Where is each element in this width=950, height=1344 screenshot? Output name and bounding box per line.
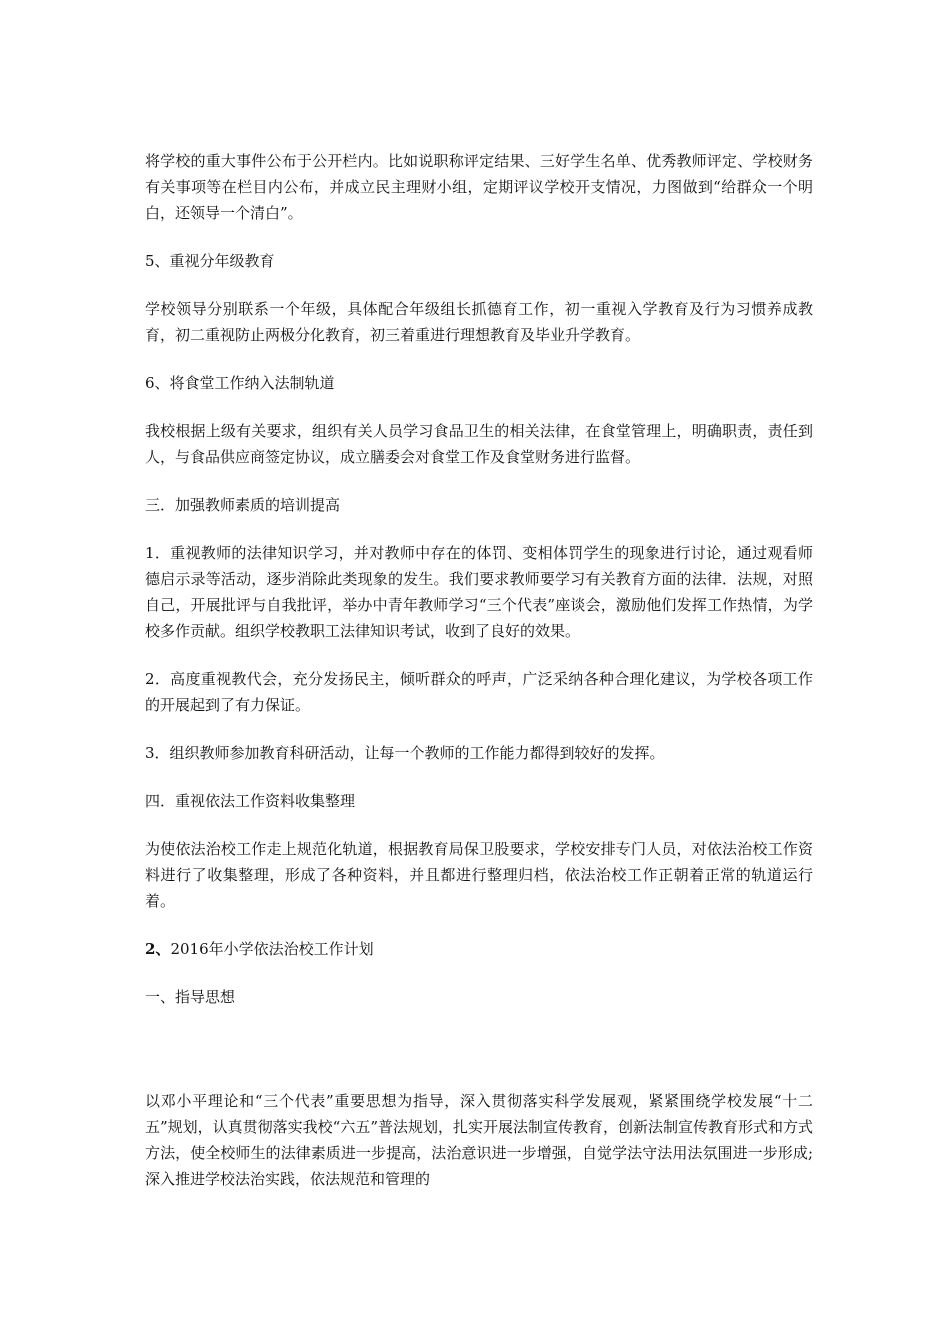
paragraph-staff-congress: 2．高度重视教代会，充分发扬民主，倾听群众的呼声，广泛采纳各种合理化建议，为学校各项工作的开展起到了有力保证。 — [145, 670, 813, 714]
paragraph-grade-education: 学校领导分别联系一个年级，具体配合年级组长抓德育工作，初一重视入学教育及行为习惯养成教育，初二重视防止两极分化教育，初三着重进行理想教育及毕业升学教育。 — [145, 300, 813, 344]
paragraph-research: 3．组织教师参加教育科研活动，让每一个教师的工作能力都得到较好的发挥。 — [145, 744, 665, 762]
heading-work-plan — [145, 936, 813, 962]
heading-guiding-ideology: 一、指导思想 — [145, 988, 236, 1006]
paragraph-law-study: 1．重视教师的法律知识学习，并对教师中存在的体罚、变相体罚学生的现象进行讨论，通过观看师德启示录等活动，逐步消除此类现象的发生。我们要求教师要学习有关教育方面的法律．法规，对照自己，开展批评与自我批评，举办中青年教师学习“三个代表”座谈会，激励他们发挥工作热情，为学校多作贡献。组织学校教职工法律知识考试，收到了良好的效果。 — [145, 544, 813, 640]
document-page — [145, 148, 813, 1192]
paragraph-canteen: 我校根据上级有关要求，组织有关人员学习食品卫生的相关法律，在食堂管理上，明确职责，责任到人，与食品供应商签定协议，成立膳委会对食堂工作及食堂财务进行监督。 — [145, 422, 813, 466]
heading-canteen: 6、将食堂工作纳入法制轨道 — [145, 374, 335, 392]
heading-work-plan-number: 2、 — [145, 940, 171, 958]
paragraph-public-disclosure: 将学校的重大事件公布于公开栏内。比如说职称评定结果、三好学生名单、优秀教师评定、学校财务有关事项等在栏目内公布，并成立民主理财小组，定期评议学校开支情况，力图做到“给群众一个明白，还领导一个清白”。 — [145, 152, 813, 222]
paragraph-guiding-ideology: 以邓小平理论和“三个代表”重要思想为指导，深入贯彻落实科学发展观，紧紧围绕学校发展“十二五”规划，认真贯彻落实我校“六五”普法规划，扎实开展法制宣传教育，创新法制宣传教育形式和方式方法，使全校师生的法律素质进一步提高，法治意识进一步增强，自觉学法守法用法氛围进一步形成;深入推进学校法治实践，依法规范和管理的 — [145, 1092, 814, 1188]
heading-grade-education: 5、重视分年级教育 — [145, 252, 275, 270]
paragraph-records: 为使依法治校工作走上规范化轨道，根据教育局保卫股要求，学校安排专门人员，对依法治校工作资料进行了收集整理，形成了各种资料，并且都进行整理归档，依法治校工作正朝着正常的轨道运行着。 — [145, 840, 813, 910]
heading-teacher-training: 三．加强教师素质的培训提高 — [145, 496, 341, 514]
heading-work-plan-title: 2016年小学依法治校工作计划 — [170, 940, 374, 958]
heading-records: 四．重视依法工作资料收集整理 — [145, 792, 356, 810]
